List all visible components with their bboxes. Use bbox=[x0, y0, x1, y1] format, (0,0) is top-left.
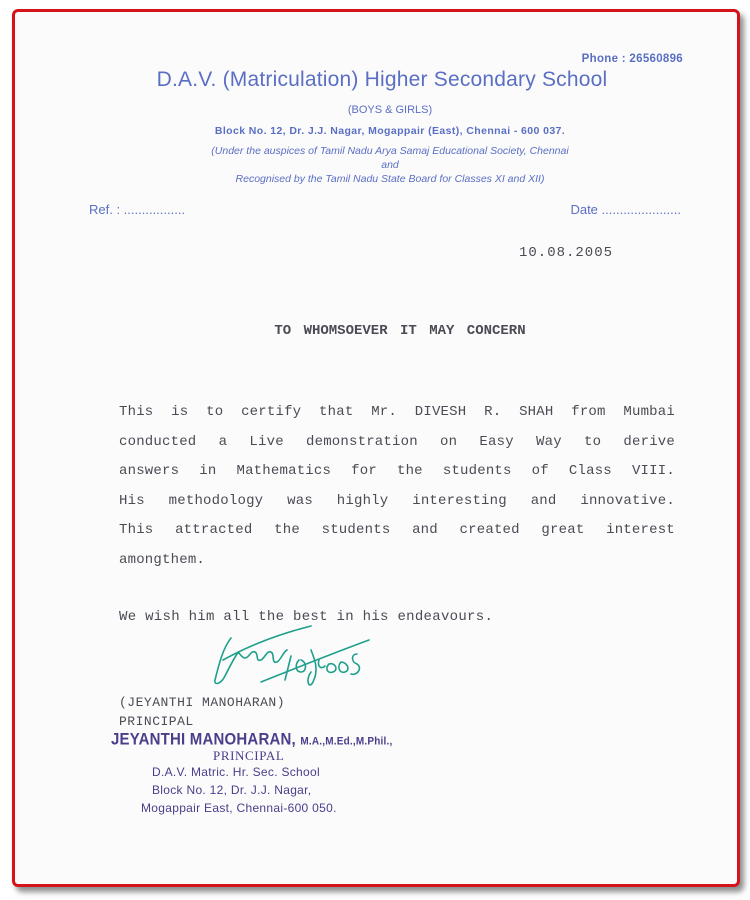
letter-body bbox=[119, 398, 675, 575]
body-word: methodology bbox=[168, 492, 264, 509]
signatory-title: PRINCIPAL bbox=[119, 714, 194, 729]
ref-field: Ref. : ................. bbox=[89, 202, 186, 217]
school-name-text: D.A.V. (Matriculation) Higher Secondary School bbox=[156, 68, 608, 91]
auspices-line bbox=[15, 145, 737, 157]
body-word: interesting bbox=[412, 492, 507, 509]
body-word: interest bbox=[606, 522, 675, 538]
date-field: Date ...................... bbox=[570, 202, 681, 217]
stamp-school: D.A.V. Matric. Hr. Sec. School bbox=[152, 765, 320, 779]
body-word: in bbox=[199, 463, 217, 479]
body-word: Way bbox=[536, 433, 562, 450]
stamp-qualifications: M.A.,M.Ed.,M.Phil., bbox=[300, 735, 393, 748]
body-word: to bbox=[584, 433, 602, 450]
school-address-text: Block No. 12, Dr. J.J. Nagar, Mogappair (East), Chennai - 600 037. bbox=[214, 125, 566, 137]
boys-girls-text: (BOYS & GIRLS) bbox=[347, 104, 433, 116]
body-word: of bbox=[531, 463, 549, 479]
body-word: conducted bbox=[119, 433, 197, 450]
stamp-name-text: JEYANTHI MANOHARAN, bbox=[111, 730, 296, 749]
boys-girls-label bbox=[15, 104, 737, 116]
letter-heading bbox=[15, 323, 737, 339]
stamp-name bbox=[111, 730, 392, 748]
body-word: attracted bbox=[175, 522, 253, 538]
body-word: answers bbox=[119, 463, 180, 479]
body-word: Mr. bbox=[371, 404, 397, 420]
body-word: This bbox=[119, 404, 154, 420]
body-word: and bbox=[412, 522, 438, 538]
body-word: and bbox=[530, 492, 557, 509]
body-word: VIII. bbox=[631, 463, 675, 479]
body-word: Mumbai bbox=[623, 404, 675, 420]
body-word: His bbox=[119, 492, 145, 509]
and-text: and bbox=[381, 159, 399, 171]
body-line bbox=[119, 428, 675, 458]
body-word: that bbox=[319, 404, 354, 420]
letter-date: 10.08.2005 bbox=[518, 245, 613, 261]
body-word: the bbox=[274, 522, 300, 538]
stamp-title: PRINCIPAL bbox=[213, 748, 285, 763]
body-line bbox=[119, 487, 675, 517]
body-word: for bbox=[351, 463, 377, 479]
body-line bbox=[119, 398, 675, 428]
body-word: Class bbox=[568, 463, 612, 479]
body-word: Easy bbox=[479, 433, 514, 450]
body-word: students bbox=[321, 522, 391, 538]
body-word: is bbox=[171, 404, 189, 420]
body-word: great bbox=[541, 522, 585, 538]
body-line bbox=[119, 546, 675, 576]
body-word: innovative. bbox=[580, 492, 675, 509]
body-word: SHAH bbox=[519, 404, 554, 420]
stamp-address-line: Block No. 12, Dr. J.J. Nagar, bbox=[152, 783, 312, 797]
recognition-line bbox=[15, 173, 737, 185]
signatory-name: (JEYANTHI MANOHARAN) bbox=[119, 695, 286, 710]
body-word: R. bbox=[484, 404, 502, 420]
and-line bbox=[15, 159, 737, 171]
body-word: was bbox=[287, 492, 313, 509]
body-line bbox=[119, 516, 675, 546]
closing-line: We wish him all the best in his endeavours. bbox=[119, 609, 494, 625]
body-word: This bbox=[119, 522, 154, 538]
body-word: on bbox=[440, 433, 458, 450]
body-word: Live bbox=[249, 433, 284, 450]
body-word: a bbox=[218, 433, 228, 450]
body-word: demonstration bbox=[306, 433, 418, 450]
body-word: students bbox=[442, 463, 512, 479]
body-word: to bbox=[206, 404, 224, 420]
body-word: created bbox=[459, 522, 520, 538]
body-line bbox=[119, 457, 675, 487]
body-word: DIVESH bbox=[414, 404, 467, 420]
phone-number: Phone : 26560896 bbox=[581, 53, 683, 65]
body-word: highly bbox=[336, 492, 389, 509]
handwritten-signature bbox=[201, 620, 371, 700]
auspices-text: (Under the auspices of Tamil Nadu Arya Samaj Educational Society, Chennai bbox=[211, 145, 569, 157]
body-word: among bbox=[119, 551, 163, 568]
school-address bbox=[15, 125, 737, 137]
stamp-city-line: Mogappair East, Chennai-600 050. bbox=[141, 801, 337, 815]
body-word: certify bbox=[241, 404, 302, 420]
body-word: Mathematics bbox=[236, 463, 332, 479]
school-name bbox=[15, 68, 737, 92]
recognition-text: Recognised by the Tamil Nadu State Board for Classes XI and XII) bbox=[235, 173, 545, 185]
certificate-page bbox=[12, 9, 740, 887]
body-word: the bbox=[396, 463, 423, 479]
body-word: derive bbox=[623, 433, 675, 450]
body-word: from bbox=[571, 404, 606, 420]
letter-heading-text: TO WHOMSOEVER IT MAY CONCERN bbox=[274, 323, 526, 339]
body-word: them. bbox=[162, 551, 206, 568]
